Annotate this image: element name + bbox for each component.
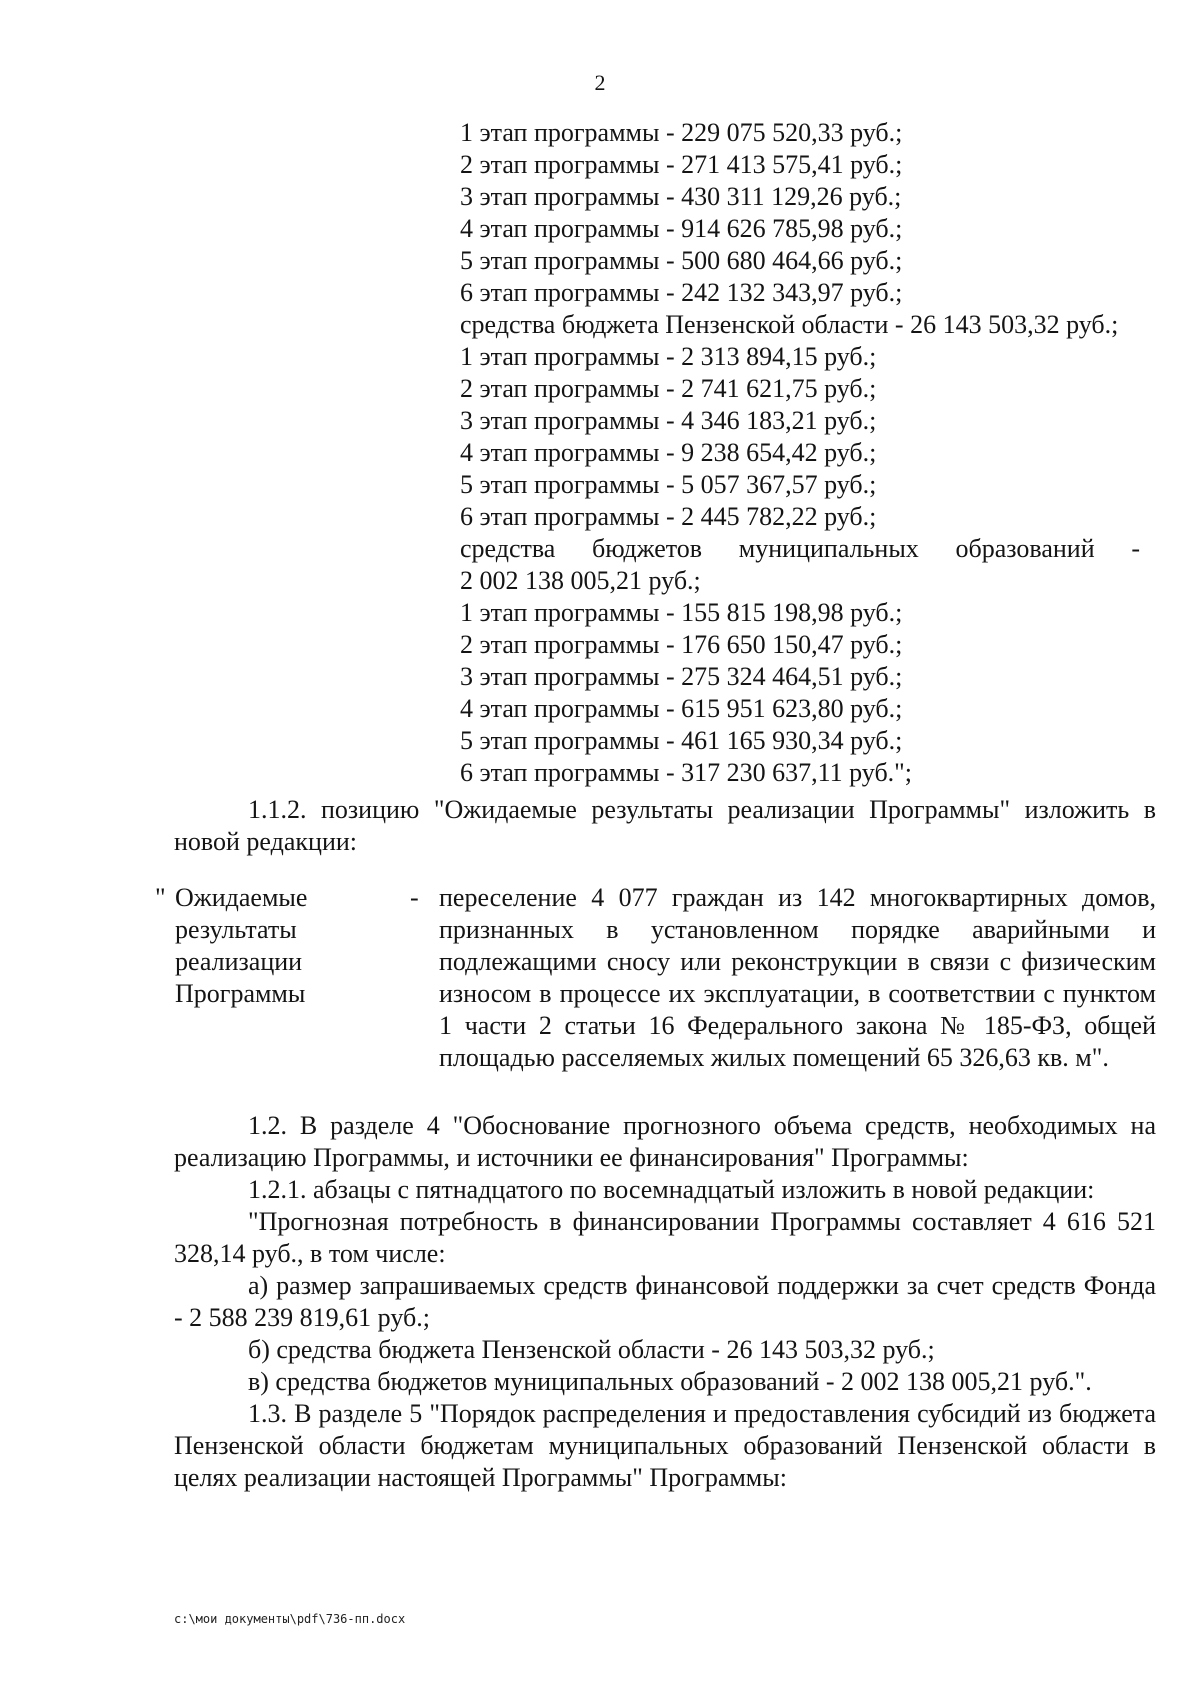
term-line: Программы [175,979,306,1008]
financing-line: 3 этап программы - 4 346 183,21 руб.; [460,406,877,435]
paragraph-item-b: б) средства бюджета Пензенской области - 26 143 503,32 руб.; [248,1335,935,1364]
financing-line: 4 этап программы - 9 238 654,42 руб.; [460,438,877,467]
financing-line: средства бюджетов муниципальных образований - [460,534,1140,563]
paragraph-1-2: 1.2. В разделе 4 "Обоснование прогнозного объема средств, необходимых на реализацию Программы, и источники ее финансирования" Программы: [174,1111,1156,1172]
expected-results-definition: переселение 4 077 граждан из 142 многоквартирных домов, признанных в установленном порядке аварийными и подлежащими сносу или реконструкции в связи с физическим износом в процессе их эксплуатации, в соответствии с пунктом 1 части 2 статьи 16 Федерального закона № 185-ФЗ, общей площадью расселяемых жилых помещений 65 326,63 кв. м". [439,883,1156,1072]
term-dash: - [410,883,419,912]
financing-line: 1 этап программы - 2 313 894,15 руб.; [460,342,877,371]
financing-line: 1 этап программы - 229 075 520,33 руб.; [460,118,903,147]
financing-line: 3 этап программы - 275 324 464,51 руб.; [460,662,903,691]
financing-line: 5 этап программы - 461 165 930,34 руб.; [460,726,903,755]
financing-line: 3 этап программы - 430 311 129,26 руб.; [460,182,902,211]
financing-line: 5 этап программы - 500 680 464,66 руб.; [460,246,903,275]
term-line: результаты [175,915,297,944]
financing-line: средства бюджета Пензенской области - 26 143 503,32 руб.; [460,310,1119,339]
financing-line: 6 этап программы - 317 230 637,11 руб."; [460,758,913,787]
paragraph-1-3: 1.3. В разделе 5 "Порядок распределения и предоставления субсидий из бюджета Пензенской области бюджетам муниципальных образований Пензенской области в целях реализации настоящей Программы" Программы: [174,1399,1156,1492]
financing-line: 2 этап программы - 176 650 150,47 руб.; [460,630,903,659]
financing-line: 2 этап программы - 2 741 621,75 руб.; [460,374,877,403]
opening-quote: " [155,883,166,912]
paragraph-item-a: а) размер запрашиваемых средств финансовой поддержки за счет средств Фонда - 2 588 239 819,61 руб.; [174,1271,1156,1332]
financing-line: 2 этап программы - 271 413 575,41 руб.; [460,150,903,179]
section-4-amendments [174,1110,1156,1494]
paragraph-item-c: в) средства бюджетов муниципальных образований - 2 002 138 005,21 руб.". [248,1367,1092,1396]
paragraph-1-1-2 [174,794,1156,858]
expected-results-term [175,882,375,1010]
financing-line: 6 этап программы - 242 132 343,97 руб.; [460,278,903,307]
file-path-footer: c:\мои документы\pdf\736-пп.docx [174,1612,406,1626]
financing-list [460,117,1140,789]
paragraph-forecast: "Прогнозная потребность в финансировании Программы составляет 4 616 521 328,14 руб., в том числе: [174,1207,1156,1268]
paragraph-text: 1.1.2. позицию "Ожидаемые результаты реализации Программы" изложить в новой редакции: [174,795,1156,856]
financing-line: 4 этап программы - 914 626 785,98 руб.; [460,214,903,243]
financing-line: 6 этап программы - 2 445 782,22 руб.; [460,502,877,531]
term-line: реализации [175,947,303,976]
term-line: Ожидаемые [175,883,308,912]
page-number: 2 [594,70,606,95]
paragraph-1-2-1: 1.2.1. абзацы с пятнадцатого по восемнадцатый изложить в новой редакции: [248,1175,1095,1204]
financing-line: 5 этап программы - 5 057 367,57 руб.; [460,470,877,499]
financing-line: 4 этап программы - 615 951 623,80 руб.; [460,694,903,723]
financing-line: 1 этап программы - 155 815 198,98 руб.; [460,598,903,627]
financing-line: 2 002 138 005,21 руб.; [460,566,701,595]
